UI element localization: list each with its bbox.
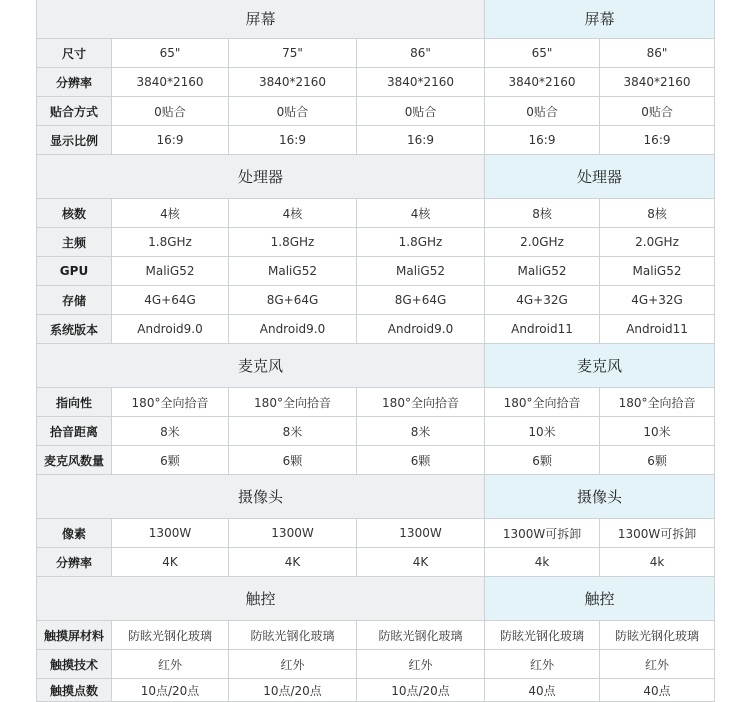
spec-value: 3840*2160 (357, 68, 485, 97)
spec-value: 4K (357, 548, 485, 577)
spec-label: 指向性 (37, 388, 112, 417)
spec-value: 6颗 (229, 446, 357, 475)
spec-value: MaliG52 (229, 257, 357, 286)
spec-value: 红外 (229, 650, 357, 679)
section-title-group-a: 麦克风 (37, 344, 485, 388)
spec-value: 40点 (485, 679, 600, 702)
spec-value: 4核 (112, 199, 229, 228)
section-header-row (37, 577, 715, 621)
spec-row (37, 257, 715, 286)
spec-value: 防眩光钢化玻璃 (112, 621, 229, 650)
spec-value: MaliG52 (357, 257, 485, 286)
spec-value: 16:9 (485, 126, 600, 155)
spec-value: 10点/20点 (229, 679, 357, 702)
spec-value: 86" (357, 39, 485, 68)
spec-value: 0贴合 (229, 97, 357, 126)
spec-row (37, 519, 715, 548)
section-header-row (37, 344, 715, 388)
spec-value: 0贴合 (600, 97, 715, 126)
spec-value: 180°全向拾音 (357, 388, 485, 417)
section-header-row (37, 155, 715, 199)
spec-value: 40点 (600, 679, 715, 702)
spec-label: 拾音距离 (37, 417, 112, 446)
spec-value: 8G+64G (357, 286, 485, 315)
spec-value: 4K (229, 548, 357, 577)
section-title-group-a: 触控 (37, 577, 485, 621)
spec-row (37, 286, 715, 315)
section-title-group-b: 处理器 (485, 155, 715, 199)
spec-label: 触摸技术 (37, 650, 112, 679)
spec-row (37, 39, 715, 68)
section-title-group-b: 麦克风 (485, 344, 715, 388)
spec-value: 16:9 (600, 126, 715, 155)
spec-value: 4K (112, 548, 229, 577)
spec-value: 1.8GHz (112, 228, 229, 257)
spec-value: 0贴合 (357, 97, 485, 126)
spec-value: MaliG52 (112, 257, 229, 286)
spec-value: 防眩光钢化玻璃 (600, 621, 715, 650)
spec-value: 8核 (485, 199, 600, 228)
spec-value: 16:9 (229, 126, 357, 155)
spec-value: MaliG52 (485, 257, 600, 286)
spec-value: 6颗 (485, 446, 600, 475)
spec-value: 防眩光钢化玻璃 (229, 621, 357, 650)
spec-label: 像素 (37, 519, 112, 548)
spec-row (37, 68, 715, 97)
section-title-group-b: 屏幕 (485, 0, 715, 39)
section-header-row (37, 475, 715, 519)
spec-label: 显示比例 (37, 126, 112, 155)
spec-value: MaliG52 (600, 257, 715, 286)
spec-table (36, 0, 715, 702)
spec-value: 180°全向拾音 (485, 388, 600, 417)
spec-label: 分辨率 (37, 68, 112, 97)
spec-label: 存储 (37, 286, 112, 315)
spec-value: 8G+64G (229, 286, 357, 315)
spec-value: 4核 (229, 199, 357, 228)
spec-value: 6颗 (357, 446, 485, 475)
spec-value: 10点/20点 (112, 679, 229, 702)
spec-value: 8核 (600, 199, 715, 228)
spec-value: 0贴合 (485, 97, 600, 126)
spec-value: 6颗 (112, 446, 229, 475)
section-title-group-b: 触控 (485, 577, 715, 621)
spec-value: 4核 (357, 199, 485, 228)
spec-value: 红外 (485, 650, 600, 679)
spec-row (37, 548, 715, 577)
spec-value: 75" (229, 39, 357, 68)
spec-value: 8米 (112, 417, 229, 446)
spec-value: 3840*2160 (112, 68, 229, 97)
spec-value: 10米 (600, 417, 715, 446)
section-title-group-a: 摄像头 (37, 475, 485, 519)
spec-value: 6颗 (600, 446, 715, 475)
spec-label: GPU (37, 257, 112, 286)
spec-value: 3840*2160 (485, 68, 600, 97)
spec-value: 1.8GHz (229, 228, 357, 257)
spec-value: Android9.0 (357, 315, 485, 344)
spec-row (37, 679, 715, 702)
spec-value: Android9.0 (229, 315, 357, 344)
spec-value: 86" (600, 39, 715, 68)
spec-row (37, 650, 715, 679)
spec-value: 红外 (357, 650, 485, 679)
section-title-group-b: 摄像头 (485, 475, 715, 519)
spec-value: 4k (600, 548, 715, 577)
spec-value: 0贴合 (112, 97, 229, 126)
spec-value: 1300W可拆卸 (485, 519, 600, 548)
spec-value: 1300W (357, 519, 485, 548)
spec-value: 10米 (485, 417, 600, 446)
spec-label: 贴合方式 (37, 97, 112, 126)
spec-value: 2.0GHz (600, 228, 715, 257)
spec-row (37, 388, 715, 417)
spec-value: 1300W (229, 519, 357, 548)
spec-value: 1.8GHz (357, 228, 485, 257)
spec-value: 防眩光钢化玻璃 (357, 621, 485, 650)
spec-value: 65" (112, 39, 229, 68)
spec-value: 红外 (112, 650, 229, 679)
spec-value: 防眩光钢化玻璃 (485, 621, 600, 650)
spec-row (37, 199, 715, 228)
spec-label: 触摸点数 (37, 679, 112, 702)
spec-value: Android9.0 (112, 315, 229, 344)
spec-label: 麦克风数量 (37, 446, 112, 475)
section-title-group-a: 处理器 (37, 155, 485, 199)
spec-value: 3840*2160 (600, 68, 715, 97)
spec-value: 16:9 (112, 126, 229, 155)
spec-label: 分辨率 (37, 548, 112, 577)
spec-label: 核数 (37, 199, 112, 228)
spec-value: Android11 (485, 315, 600, 344)
spec-value: 红外 (600, 650, 715, 679)
spec-label: 主频 (37, 228, 112, 257)
section-header-row (37, 0, 715, 39)
spec-value: 3840*2160 (229, 68, 357, 97)
spec-value: 2.0GHz (485, 228, 600, 257)
spec-value: 1300W可拆卸 (600, 519, 715, 548)
spec-row (37, 228, 715, 257)
spec-label: 触摸屏材料 (37, 621, 112, 650)
spec-row (37, 417, 715, 446)
spec-row (37, 97, 715, 126)
spec-value: 8米 (357, 417, 485, 446)
spec-value: Android11 (600, 315, 715, 344)
spec-value: 4G+32G (485, 286, 600, 315)
spec-label: 尺寸 (37, 39, 112, 68)
spec-row (37, 621, 715, 650)
spec-value: 10点/20点 (357, 679, 485, 702)
spec-row (37, 446, 715, 475)
spec-value: 65" (485, 39, 600, 68)
spec-value: 4G+32G (600, 286, 715, 315)
spec-value: 8米 (229, 417, 357, 446)
spec-value: 180°全向拾音 (229, 388, 357, 417)
spec-label: 系统版本 (37, 315, 112, 344)
spec-row (37, 315, 715, 344)
section-title-group-a: 屏幕 (37, 0, 485, 39)
spec-value: 180°全向拾音 (112, 388, 229, 417)
spec-value: 16:9 (357, 126, 485, 155)
spec-value: 180°全向拾音 (600, 388, 715, 417)
spec-value: 1300W (112, 519, 229, 548)
spec-value: 4G+64G (112, 286, 229, 315)
spec-value: 4k (485, 548, 600, 577)
spec-row (37, 126, 715, 155)
